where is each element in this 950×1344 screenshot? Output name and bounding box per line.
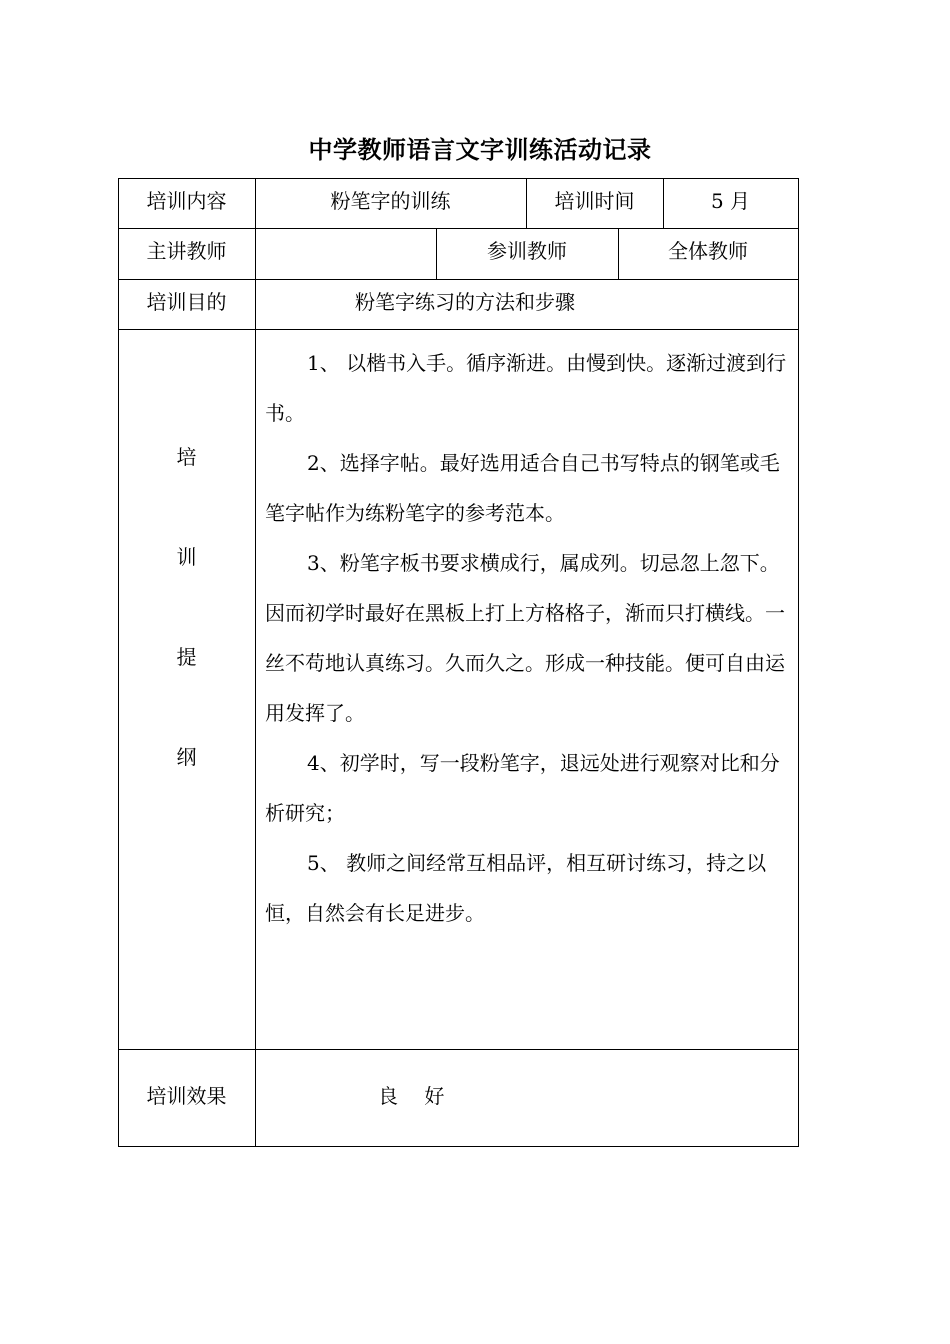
outline-label-char-2: 训 xyxy=(176,545,197,569)
outline-label-char-1: 培 xyxy=(176,445,197,469)
label-column-divider xyxy=(255,178,256,1147)
label-training-goal: 培训目的 xyxy=(146,290,227,314)
label-training-time: 培训时间 xyxy=(554,189,635,213)
outline-paragraph-3: 3、粉笔字板书要求横成行，属成列。切忌忽上忽下。因而初学时最好在黑板上打上方格格子，渐而只打横线。一丝不苟地认真练习。久而久之。形成一种技能。便可自由运用发挥了。 xyxy=(265,551,785,725)
training-effect-value: 良 好 xyxy=(378,1084,445,1108)
training-goal-value: 粉笔字练习的方法和步骤 xyxy=(355,290,575,314)
participants-value: 全体教师 xyxy=(668,239,748,263)
training-content-value: 粉笔字的训练 xyxy=(330,189,451,213)
outline-label-char-3: 提 xyxy=(176,645,197,669)
outline-paragraph-2: 2、选择字帖。最好选用适合自己书写特点的钢笔或毛笔字帖作为练粉笔字的参考范本。 xyxy=(265,451,780,525)
outline-paragraph-5: 5、 教师之间经常互相品评，相互研讨练习，持之以恒，自然会有长足进步。 xyxy=(265,851,767,925)
outline-body xyxy=(265,338,795,938)
label-participants: 参训教师 xyxy=(487,239,567,263)
label-lecturer: 主讲教师 xyxy=(146,239,227,263)
outline-paragraph-4: 4、初学时，写一段粉笔字，退远处进行观察对比和分析研究； xyxy=(265,751,780,825)
label-training-effect: 培训效果 xyxy=(146,1084,227,1108)
record-table xyxy=(118,178,799,1147)
document-title: 中学教师语言文字训练活动记录 xyxy=(308,135,652,164)
outline-label xyxy=(118,178,255,1049)
training-time-value: 5 月 xyxy=(710,189,751,213)
table-rule-4 xyxy=(118,1049,799,1050)
outline-label-char-4: 纲 xyxy=(176,745,197,769)
label-training-content: 培训内容 xyxy=(146,189,227,213)
table-border-bottom xyxy=(118,1146,799,1147)
outline-paragraph-1: 1、 以楷书入手。循序渐进。由慢到快。逐渐过渡到行书。 xyxy=(265,351,787,425)
table-border-right xyxy=(798,178,799,1147)
